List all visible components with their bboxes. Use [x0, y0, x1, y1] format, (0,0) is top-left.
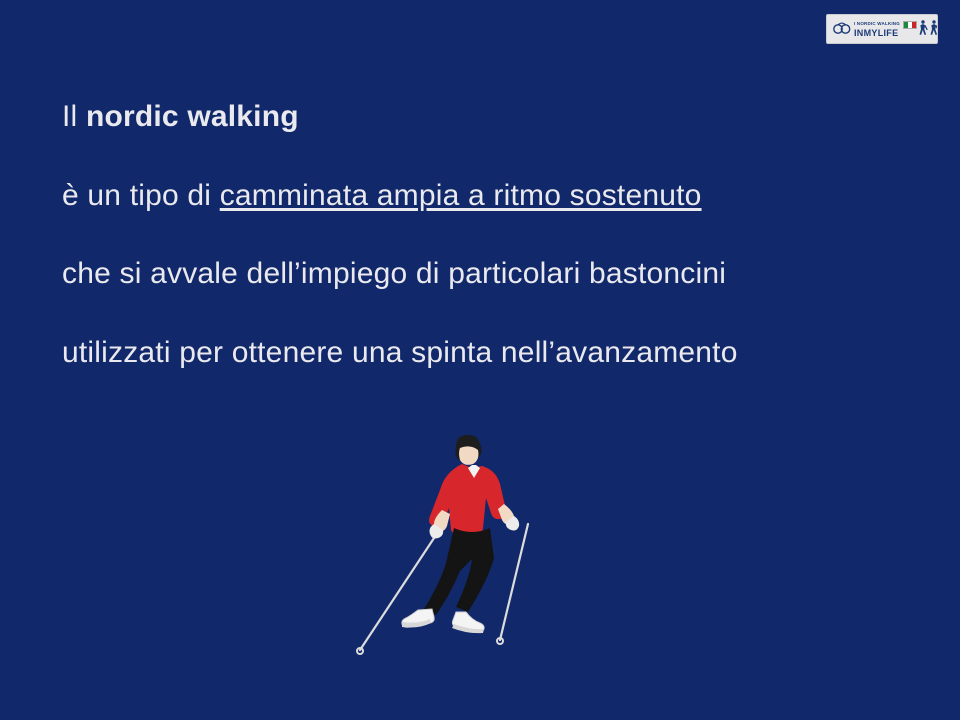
text-line-3: che si avvale dell’impiego di particolari bastoncini: [62, 257, 727, 290]
text-line-2: [62, 179, 922, 214]
text-line-2-underlined: camminata ampia a ritmo sostenuto: [219, 178, 702, 212]
logo-text: [853, 21, 917, 38]
text-line-1-bold: nordic walking: [85, 100, 299, 133]
logo-badge: [826, 14, 938, 44]
text-line-4: utilizzati per ottenere una spinta nell’avanzamento: [62, 335, 738, 369]
text-line-2-prefix: è un tipo di: [62, 178, 220, 212]
logo-top-label: I NORDIC WALKING: [854, 21, 900, 27]
text-line-1-prefix: Il: [62, 100, 86, 133]
walkers-icon: [917, 17, 938, 41]
text-line-1: [62, 100, 922, 135]
italy-flag-icon: [903, 21, 917, 29]
nordic-walker-illustration: [350, 432, 580, 672]
logo-brand-label: INMYLIFE: [854, 27, 899, 38]
slide-text-block: [62, 100, 922, 370]
nordic-walking-spiral-icon: [831, 17, 853, 41]
